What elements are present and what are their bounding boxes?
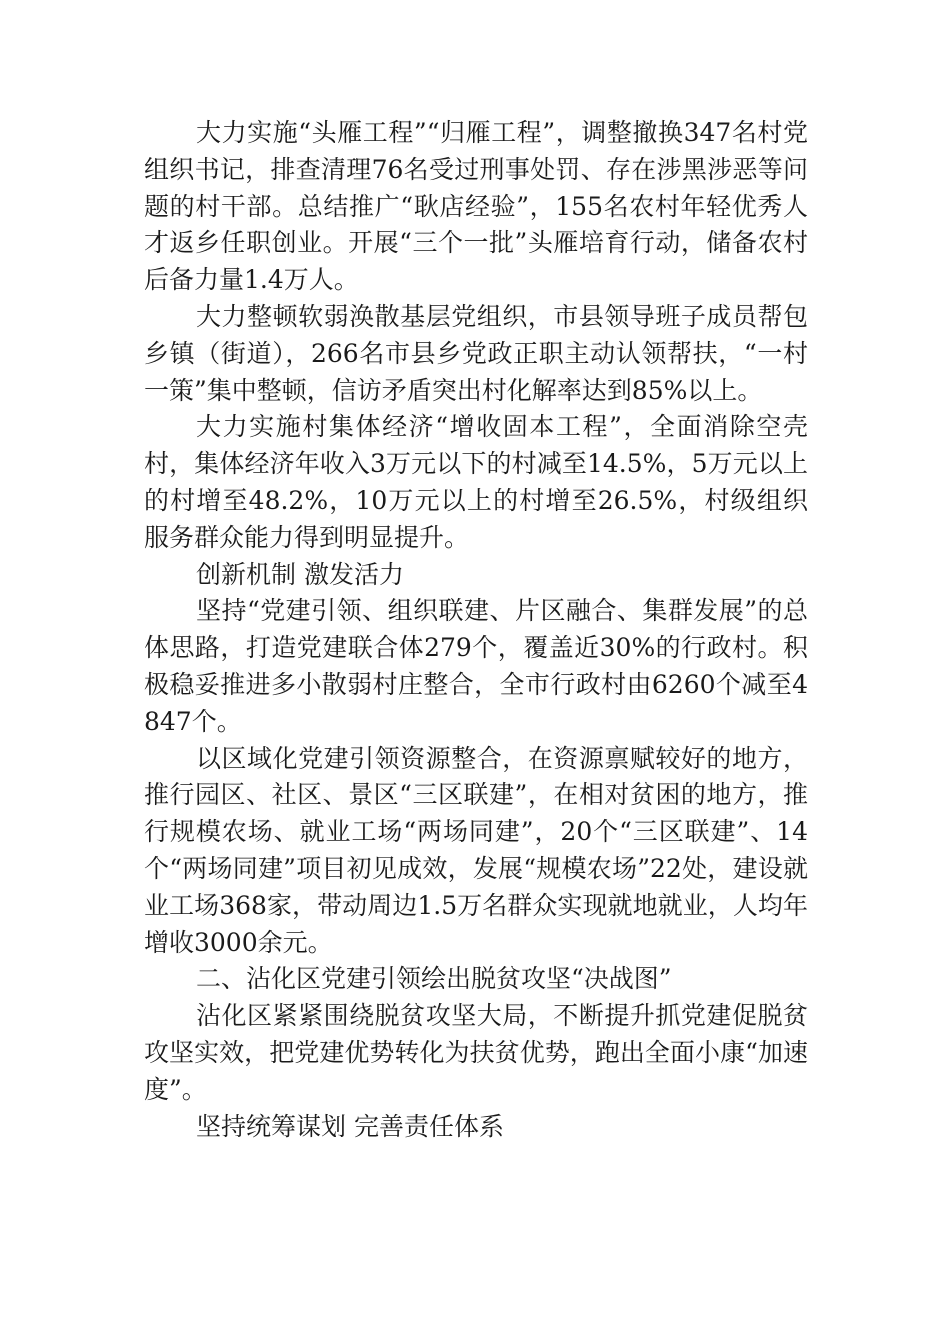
paragraph-regional-integration: 以区域化党建引领资源整合，在资源禀赋较好的地方，推行园区、社区、景区“三区联建”，在相对贫困的地方，推行规模农场、就业工场“两场同建”，20个“三区联建”、14个“两场同建”项目初见成效，发展“规模农场”22处，建设就业工场368家，带动周边1.5万名群众实现就地就业，人均年增收3000余元。 — [144, 743, 808, 957]
paragraph-collective-economy: 大力实施村集体经济“增收固本工程”，全面消除空壳村，集体经济年收入3万元以下的村减至14.5%，5万元以上的村增至48.2%，10万元以上的村增至26.5%，村级组织服务群众能力得到明显提升。 — [144, 412, 808, 552]
section-heading-zhanhua: 二、沾化区党建引领绘出脱贫攻坚“决战图” — [196, 964, 672, 994]
section-heading-innovation: 创新机制 激发活力 — [196, 559, 404, 589]
document-body — [144, 115, 808, 1145]
paragraph-rectify-weak-organizations: 大力整顿软弱涣散基层党组织，市县领导班子成员帮包乡镇（街道），266名市县乡党政正职主动认领帮扶，“一村一策”集中整顿，信访矛盾突出村化解率达到85%以上。 — [144, 301, 808, 405]
paragraph-party-alliance: 坚持“党建引领、组织联建、片区融合、集群发展”的总体思路，打造党建联合体279个，覆盖近30%的行政村。积极稳妥推进多小散弱村庄整合，全市行政村由6260个减至4847个。 — [144, 596, 808, 736]
paragraph-zhanhua-intro: 沾化区紧紧围绕脱贫攻坚大局，不断提升抓党建促脱贫攻坚实效，把党建优势转化为扶贫优势，跑出全面小康“加速度”。 — [144, 1001, 808, 1104]
section-heading-planning: 坚持统筹谋划 完善责任体系 — [196, 1111, 504, 1141]
paragraph-head-goose-project: 大力实施“头雁工程”“归雁工程”，调整撤换347名村党组织书记，排查清理76名受过刑事处罚、存在涉黑涉恶等问题的村干部。总结推广“耿店经验”，155名农村年轻优秀人才返乡任职创业。开展“三个一批”头雁培育行动，储备农村后备力量1.4万人。 — [144, 118, 808, 295]
